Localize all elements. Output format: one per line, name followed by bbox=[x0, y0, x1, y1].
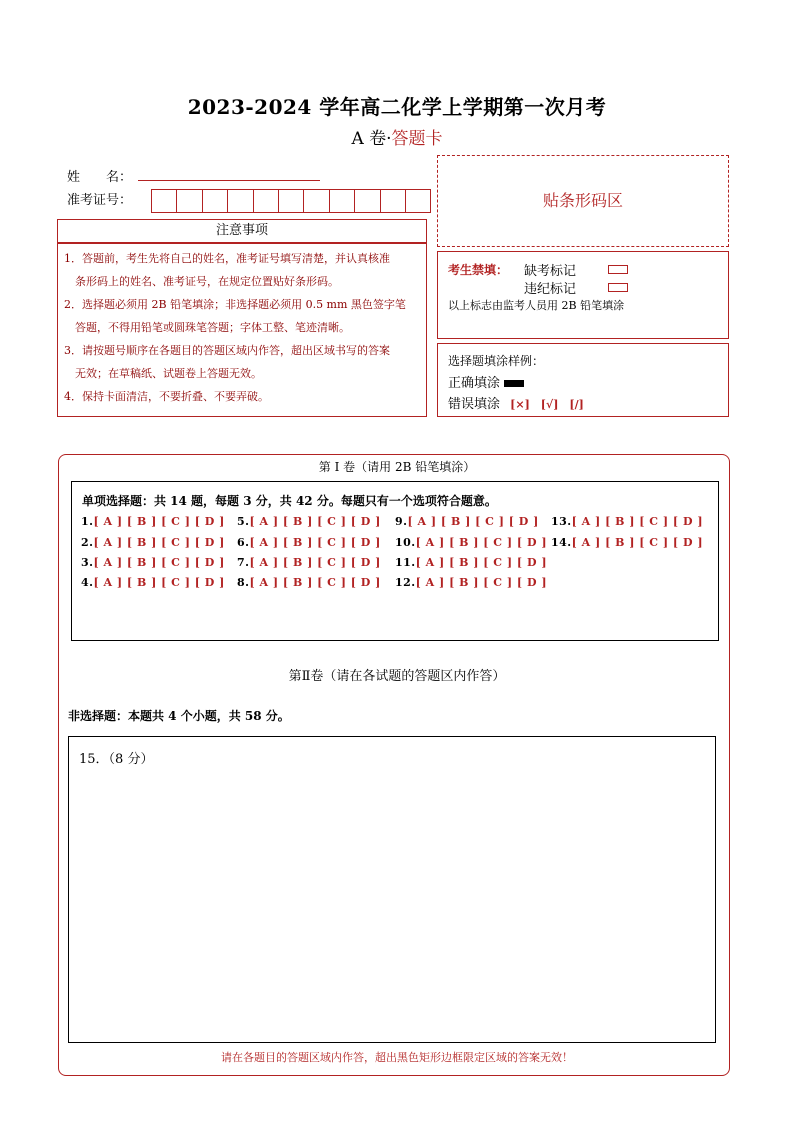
exam-number-label: 准考证号： bbox=[67, 193, 133, 208]
exam-digit-box[interactable] bbox=[355, 190, 380, 212]
question-4[interactable]: 4.[ A ] [ B ] [ C ] [ D ] bbox=[81, 576, 225, 589]
fill-sample-box bbox=[437, 343, 729, 417]
correct-fill-label bbox=[448, 372, 524, 391]
question-12[interactable]: 12.[ A ] [ B ] [ C ] [ D ] bbox=[395, 576, 548, 589]
question-11[interactable]: 11.[ A ] [ B ] [ C ] [ D ] bbox=[395, 556, 548, 569]
part2-title: 第Ⅱ卷（请在各试题的答题区内作答） bbox=[288, 669, 506, 684]
question-13[interactable]: 13.[ A ] [ B ] [ C ] [ D ] bbox=[551, 515, 704, 528]
page-subtitle bbox=[0, 124, 794, 149]
part1-title: 第 I 卷（请用 2B 铅笔填涂） bbox=[318, 460, 476, 474]
violation-mark-box[interactable] bbox=[608, 283, 628, 292]
ban-note: 以上标志由监考人员用 2B 铅笔填涂 bbox=[448, 299, 625, 312]
exam-digit-box[interactable] bbox=[279, 190, 304, 212]
wrong-fill-text: 错误填涂 bbox=[448, 397, 501, 412]
page-title: 2023-2024 学年高二化学上学期第一次月考 bbox=[187, 95, 607, 119]
question-9[interactable]: 9.[ A ] [ B ] [ C ] [ D ] bbox=[395, 515, 539, 528]
notice-heading: 注意事项 bbox=[57, 219, 427, 243]
exam-digit-box[interactable] bbox=[228, 190, 253, 212]
name-label: 姓 名： bbox=[67, 170, 133, 185]
name-field[interactable] bbox=[138, 180, 320, 181]
exam-number-boxes[interactable] bbox=[151, 189, 431, 213]
notice-item: 4．保持卡面清洁，不要折叠、不要弄破。 bbox=[64, 390, 269, 403]
absent-mark-box[interactable] bbox=[608, 265, 628, 274]
question-5[interactable]: 5.[ A ] [ B ] [ C ] [ D ] bbox=[237, 515, 381, 528]
sample-title: 选择题填涂样例： bbox=[448, 354, 545, 368]
notice-item: 2．选择题必须用 2B 铅笔填涂；非选择题必须用 0.5 mm 黑色签字笔 bbox=[64, 298, 406, 311]
exam-digit-box[interactable] bbox=[177, 190, 202, 212]
exam-digit-box[interactable] bbox=[330, 190, 355, 212]
answer-area-q15[interactable] bbox=[68, 736, 716, 1043]
question-2[interactable]: 2.[ A ] [ B ] [ C ] [ D ] bbox=[81, 536, 225, 549]
correct-fill-sample bbox=[504, 380, 524, 387]
subtitle-answer-card: 答题卡 bbox=[391, 129, 443, 149]
notice-item: 3．请按题号顺序在各题目的答题区域内作答，超出区域书写的答案 bbox=[64, 344, 390, 357]
correct-fill-text: 正确填涂 bbox=[448, 376, 501, 391]
violation-label: 违纪标记 bbox=[524, 282, 577, 297]
candidate-forbidden-box bbox=[437, 251, 729, 339]
exam-digit-box[interactable] bbox=[381, 190, 406, 212]
notice-item: 1．答题前，考生先将自己的姓名，准考证号填写清楚，并认真核准 bbox=[64, 252, 390, 265]
question-8[interactable]: 8.[ A ] [ B ] [ C ] [ D ] bbox=[237, 576, 381, 589]
notice-box bbox=[57, 243, 427, 417]
question-1[interactable]: 1.[ A ] [ B ] [ C ] [ D ] bbox=[81, 515, 225, 528]
wrong-fill-samples: [×] [√] [/] bbox=[510, 398, 584, 411]
notice-item: 条形码上的姓名、准考证号，在规定位置贴好条形码。 bbox=[64, 275, 339, 288]
notice-item: 答题，不得用铅笔或圆珠笔答题；字体工整、笔迹清晰。 bbox=[64, 321, 350, 334]
exam-digit-box[interactable] bbox=[152, 190, 177, 212]
subtitle-prefix: A 卷· bbox=[351, 129, 392, 149]
footer-warning: 请在各题目的答题区域内作答，超出黑色矩形边框限定区域的答案无效！ bbox=[221, 1051, 573, 1064]
question-14[interactable]: 14.[ A ] [ B ] [ C ] [ D ] bbox=[551, 536, 704, 549]
barcode-area: 贴条形码区 bbox=[437, 155, 729, 247]
exam-digit-box[interactable] bbox=[254, 190, 279, 212]
wrong-fill-label bbox=[448, 393, 584, 412]
question-6[interactable]: 6.[ A ] [ B ] [ C ] [ D ] bbox=[237, 536, 381, 549]
question-7[interactable]: 7.[ A ] [ B ] [ C ] [ D ] bbox=[237, 556, 381, 569]
exam-digit-box[interactable] bbox=[203, 190, 228, 212]
part1-instructions: 单项选择题：共 14 题，每题 3 分，共 42 分。每题只有一个选项符合题意。 bbox=[82, 494, 497, 508]
exam-digit-box[interactable] bbox=[304, 190, 329, 212]
absent-label: 缺考标记 bbox=[524, 264, 577, 279]
question-3[interactable]: 3.[ A ] [ B ] [ C ] [ D ] bbox=[81, 556, 225, 569]
notice-item: 无效；在草稿纸、试题卷上答题无效。 bbox=[64, 367, 262, 380]
exam-digit-box[interactable] bbox=[406, 190, 430, 212]
part2-instructions: 非选择题：本题共 4 个小题，共 58 分。 bbox=[68, 709, 290, 723]
question-10[interactable]: 10.[ A ] [ B ] [ C ] [ D ] bbox=[395, 536, 548, 549]
ban-label: 考生禁填： bbox=[448, 263, 509, 277]
question-15-label: 15．（8 分） bbox=[79, 752, 154, 767]
